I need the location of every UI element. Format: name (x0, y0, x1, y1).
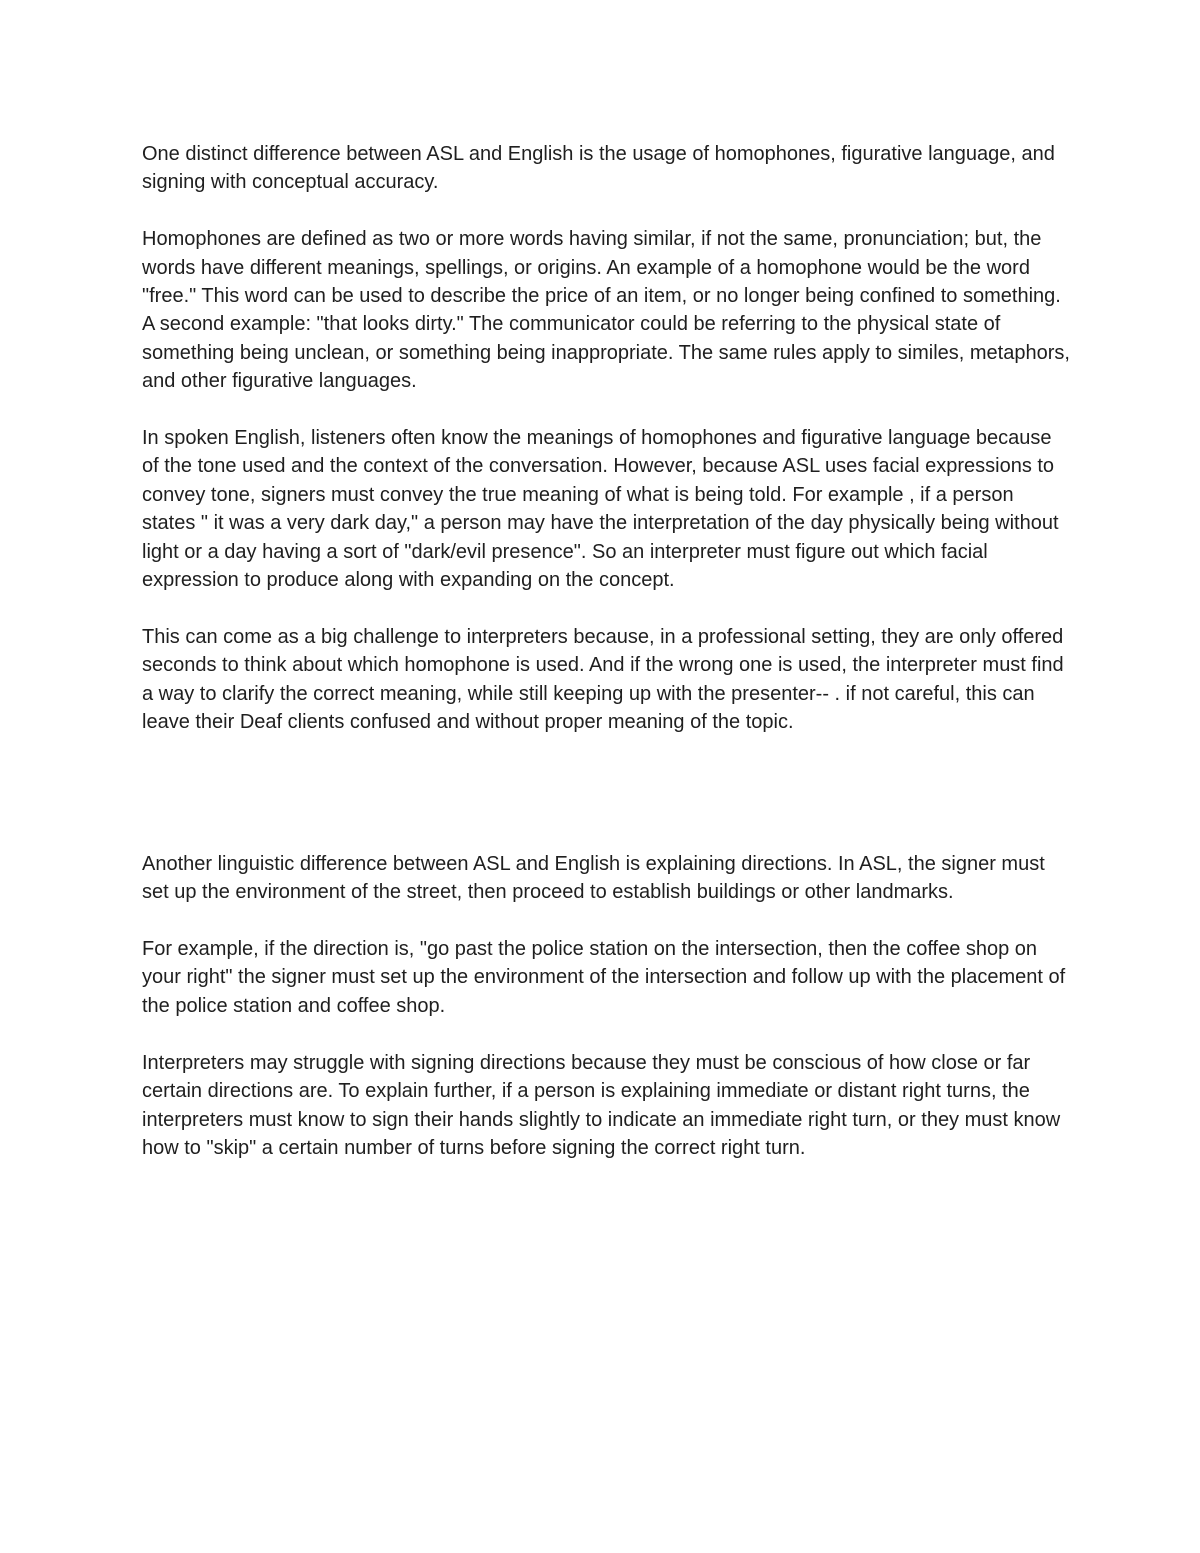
paragraph-asl-english-difference: One distinct difference between ASL and English is the usage of homophones, figurative language, and signing with conceptual accuracy. (142, 143, 1055, 194)
paragraph-spoken-english-tone: In spoken English, listeners often know the meanings of homophones and figurative language because of the tone used and the context of the conversation. However, because ASL uses facial expressions to convey tone, signers must convey the true meaning of what is being told. For example , if a person states " it was a very dark day," a person may have the interpretation of the day physically being without light or a day having a sort of "dark/evil presence". So an interpreter must figure out which facial expression to produce along with expanding on the concept. (142, 427, 1059, 592)
paragraph-interpreter-directions: Interpreters may struggle with signing directions because they must be conscious of how close or far certain directions are. To explain further, if a person is explaining immediate or distant right turns, the interpreters must know to sign their hands slightly to indicate an immediate right turn, or they must know how to "skip" a certain number of turns before signing the correct right turn. (142, 1051, 1061, 1159)
paragraph-homophones-definition: Homophones are defined as two or more words having similar, if not the same, pronunciation; but, the words have different meanings, spellings, or origins. An example of a homophone would be the word "free." This word can be used to describe the price of an item, or no longer being confined to something. A second example: "that looks dirty." The communicator could be referring to the physical state of something being unclean, or something being inappropriate. The same rules apply to similes, metaphors, and other figurative languages. (142, 228, 1070, 393)
document-body (142, 140, 1072, 1191)
paragraph-direction-example: For example, if the direction is, "go past the police station on the intersection, then the coffee shop on your right" the signer must set up the environment of the intersection and follow up with the placement of the police station and coffee shop. (142, 938, 1066, 1017)
paragraph-explaining-directions: Another linguistic difference between ASL and English is explaining directions. In ASL, the signer must set up the environment of the street, then proceed to establish buildings or other landmarks. (142, 852, 1045, 904)
section-spacer (142, 765, 1072, 850)
paragraph-interpreter-challenge: This can come as a big challenge to interpreters because, in a professional setting, they are only offered seconds to think about which homophone is used. And if the wrong one is used, the interpreter must find a way to clarify the correct meaning, while still keeping up with the presenter-- . if not careful, this can leave their Deaf clients confused and without proper meaning of the topic. (142, 625, 1064, 734)
